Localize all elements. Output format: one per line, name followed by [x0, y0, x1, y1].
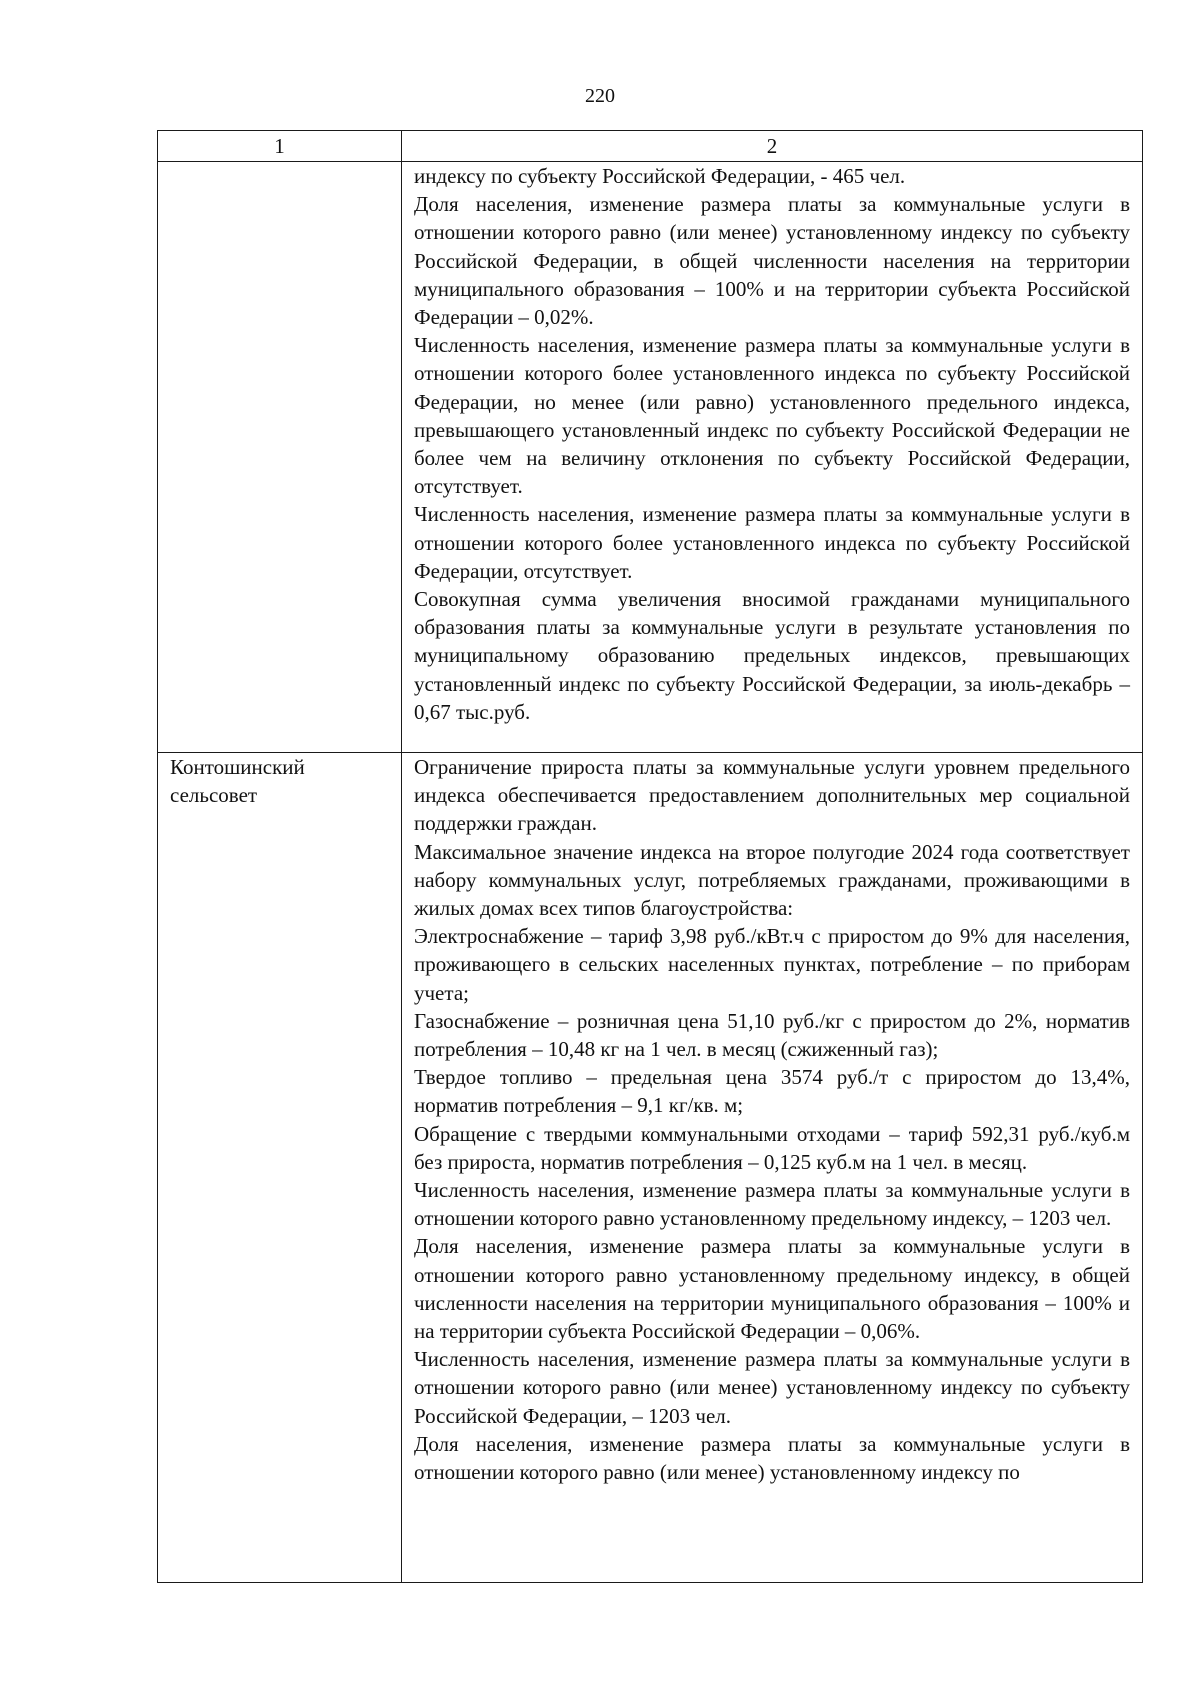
paragraph: Обращение с твердыми коммунальными отходами – тариф 592,31 руб./куб.м без прироста, норматив потребления – 0,125 куб.м на 1 чел. в месяц.: [414, 1121, 1130, 1174]
paragraph: Доля населения, изменение размера платы за коммунальные услуги в отношении которого равно (или менее) установленному индексу по субъекту Российской Федерации, в общей численности населения на территории муниципального образования – 100% и на территории субъекта Российской Федерации – 0,02%.: [414, 192, 1130, 330]
paragraph: Максимальное значение индекса на второе полугодие 2024 года соответствует набору коммунальных услуг, потребляемых гражданами, проживающими в жилых домах всех типов благоустройства:: [414, 839, 1130, 921]
description-cell: [402, 162, 1143, 753]
paragraph: индексу по субъекту Российской Федерации, - 465 чел.: [414, 164, 906, 188]
document-table: [157, 130, 1143, 1583]
description-cell: [402, 753, 1143, 1583]
paragraph: Совокупная сумма увеличения вносимой гражданами муниципального образования платы за коммунальные услуги в результате установления по муниципальному образованию предельных индексов, превышающих установленный индекс по субъекту Российской Федерации, за июль-декабрь – 0,67 тыс.руб.: [414, 587, 1130, 724]
column-header-2: 2: [402, 131, 1143, 162]
table-header-row: [158, 131, 1143, 162]
paragraph: Электроснабжение – тариф 3,98 руб./кВт.ч с приростом до 9% для населения, проживающего в сельских населенных пунктах, потребление – по приборам учета;: [414, 924, 1130, 1005]
paragraph: Газоснабжение – розничная цена 51,10 руб./кг с приростом до 2%, норматив потребления – 10,48 кг на 1 чел. в месяц (сжиженный газ);: [414, 1008, 1130, 1062]
paragraph: Численность населения, изменение размера платы за коммунальные услуги в отношении которого равно установленному предельному индексу, – 1203 чел.: [414, 1178, 1130, 1231]
paragraph: Доля населения, изменение размера платы за коммунальные услуги в отношении которого равно (или менее) установленному индексу по: [414, 1431, 1130, 1485]
paragraph: Численность населения, изменение размера платы за коммунальные услуги в отношении которого более установленного индекса по субъекту Российской Федерации, отсутствует.: [414, 502, 1130, 583]
municipality-cell: [158, 162, 402, 753]
paragraph: Численность населения, изменение размера платы за коммунальные услуги в отношении которого более установленного индекса по субъекту Российской Федерации, но менее (или равно) установленного предельного индекса, превышающего установленный индекс по субъекту Российской Федерации не более чем на величину отклонения по субъекту Российской Федерации, отсутствует.: [414, 333, 1130, 499]
table-row: [158, 753, 1143, 1583]
municipality-cell: Контошинский сельсовет: [158, 753, 402, 1583]
paragraph: Численность населения, изменение размера платы за коммунальные услуги в отношении которого равно (или менее) установленному индексу по субъекту Российской Федерации, – 1203 чел.: [414, 1347, 1130, 1428]
paragraph: Твердое топливо – предельная цена 3574 руб./т с приростом до 13,4%, норматив потребления – 9,1 кг/кв. м;: [414, 1065, 1130, 1118]
table-row: [158, 162, 1143, 753]
paragraph: Ограничение прироста платы за коммунальные услуги уровнем предельного индекса обеспечивается предоставлением дополнительных мер социальной поддержки граждан.: [414, 755, 1130, 836]
page-number: 220: [585, 85, 615, 107]
paragraph: Доля населения, изменение размера платы за коммунальные услуги в отношении которого равно установленному предельному индексу, в общей численности населения на территории муниципального образования – 100% и на территории субъекта Российской Федерации – 0,06%.: [414, 1234, 1130, 1344]
column-header-1: 1: [158, 131, 402, 162]
